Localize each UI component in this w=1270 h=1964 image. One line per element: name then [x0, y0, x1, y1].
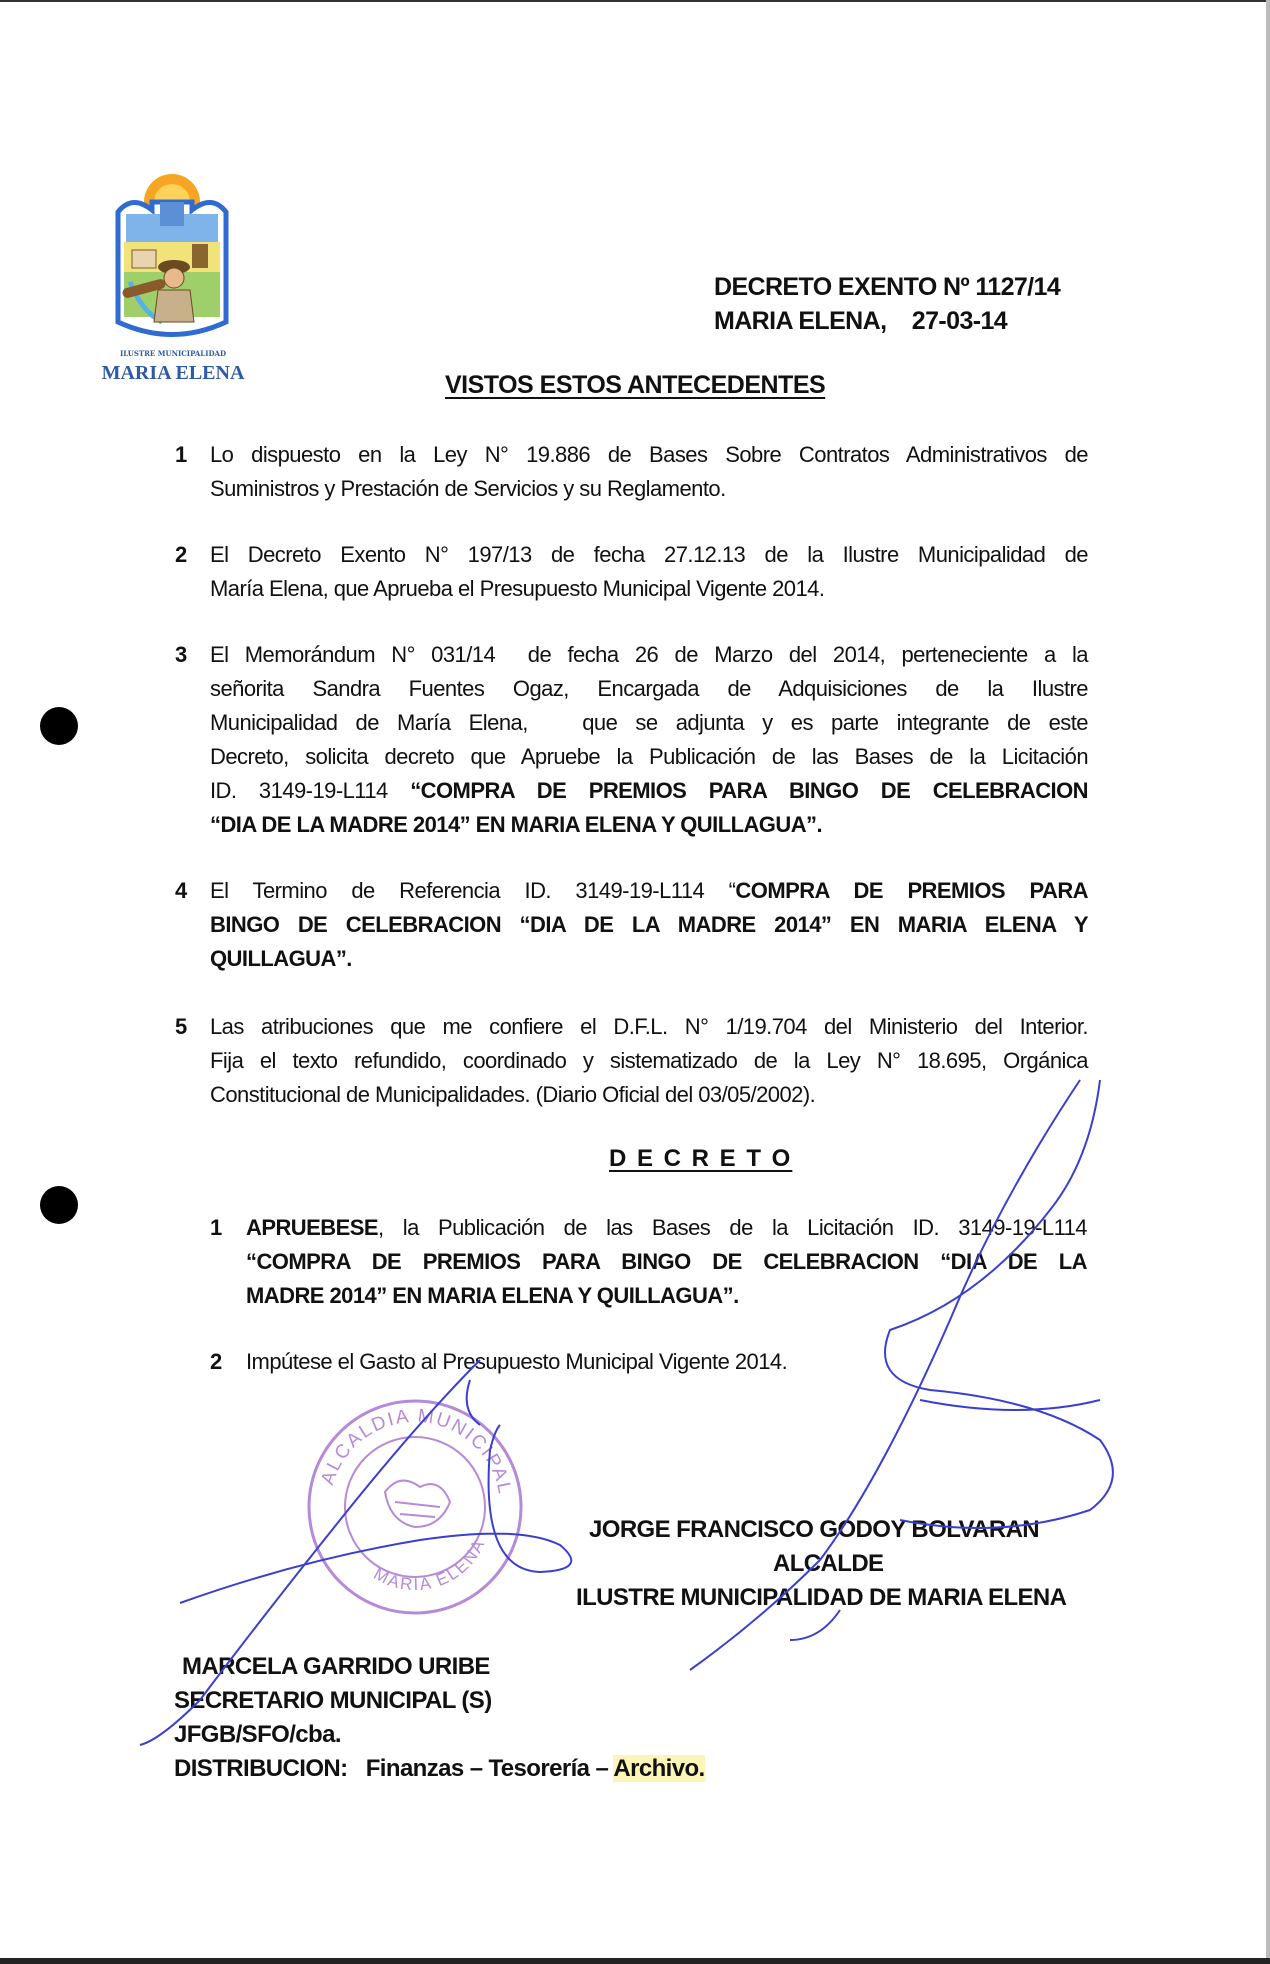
distribution-label: DISTRIBUCION:: [174, 1755, 348, 1782]
scan-edge-top: [0, 0, 1270, 2]
stamp-bottom-text: MARIA ELENA: [370, 1535, 489, 1595]
municipal-logo: [112, 172, 232, 347]
decree-header: [714, 270, 1060, 338]
text-line: [246, 1211, 1087, 1245]
text: Suministros y Prestación de Servicios y su Reglamento.: [210, 476, 726, 501]
item-text: [246, 1211, 1087, 1313]
text: El Decreto Exento N° 197/13 de fecha 27.12.13 de la Ilustre Municipalidad de: [210, 542, 1088, 567]
secretary-title: SECRETARIO MUNICIPAL (S): [174, 1687, 492, 1714]
punch-hole: [40, 707, 78, 745]
bold-text: BINGO DE CELEBRACION “DIA DE LA MADRE 2014” EN MARIA ELENA Y: [210, 912, 1088, 937]
distribution: [174, 1752, 705, 1786]
text-line: [246, 1345, 1087, 1379]
text: Municipalidad de María Elena, que se adjunta y es parte integrante de este: [210, 710, 1088, 735]
item-text: [246, 1345, 1087, 1379]
item-number: 2: [175, 542, 188, 567]
text: Lo dispuesto en la Ley N° 19.886 de Bases Sobre Contratos Administrativos de: [210, 442, 1088, 467]
text-line: [210, 438, 1088, 472]
text-line: [210, 706, 1088, 740]
bold-text: COMPRA DE PREMIOS PARA: [735, 878, 1088, 903]
text-line: [210, 1010, 1088, 1044]
scan-edge-bottom: [0, 1958, 1270, 1964]
text-line: [210, 942, 1088, 976]
item-number: 5: [175, 1014, 188, 1039]
item-number: 1: [210, 1215, 223, 1240]
text: Las atribuciones que me confiere el D.F.L. N° 1/19.704 del Ministerio del Interior.: [210, 1014, 1088, 1039]
text-line: [246, 1245, 1087, 1279]
distribution-highlight: Archivo.: [613, 1755, 705, 1782]
text-line: [210, 874, 1088, 908]
bold-text: MADRE 2014” EN MARIA ELENA Y QUILLAGUA”.: [246, 1283, 739, 1308]
item-number: 3: [175, 642, 188, 667]
item-text: [210, 638, 1088, 842]
item-text: [210, 874, 1088, 976]
text: señorita Sandra Fuentes Ogaz, Encargada de Adquisiciones de la Ilustre: [210, 676, 1088, 701]
municipal-stamp: [300, 1392, 530, 1627]
mayor-title: ALCALDE: [773, 1550, 884, 1577]
secretary-name: MARCELA GARRIDO URIBE: [182, 1653, 490, 1680]
text: ID. 3149-19-L114: [210, 778, 411, 803]
text-line: [210, 538, 1088, 572]
text-line: [210, 572, 1088, 606]
bold-text: “DIA DE LA MADRE 2014” EN MARIA ELENA Y QUILLAGUA”.: [210, 812, 823, 837]
text-line: [210, 638, 1088, 672]
item-text: [210, 538, 1088, 606]
text-line: [210, 740, 1088, 774]
svg-text:MARIA ELENA: [370, 1535, 489, 1594]
text: Decreto, solicita decreto que Apruebe la Publicación de las Bases de la Licitación: [210, 744, 1088, 769]
place-date: MARIA ELENA, 27-03-14: [714, 307, 1008, 335]
text-line: [210, 1078, 1088, 1112]
bold-text: QUILLAGUA”.: [210, 946, 352, 971]
text: Constitucional de Municipalidades. (Diario Oficial del 03/05/2002).: [210, 1082, 816, 1107]
bold-text: “COMPRA DE PREMIOS PARA BINGO DE CELEBRACION: [410, 778, 1088, 803]
item-number: 2: [210, 1349, 223, 1374]
text-line: [246, 1279, 1087, 1313]
stamp-emblem-icon: [385, 1481, 450, 1527]
text: Impútese el Gasto al Presupuesto Municipal Vigente 2014.: [246, 1349, 788, 1374]
vistos-heading: VISTOS ESTOS ANTECEDENTES: [445, 371, 826, 399]
text: , la Publicación de las Bases de la Licitación ID. 3149-19-L114: [377, 1215, 1087, 1240]
logo-subtitle: ILUSTRE MUNICIPALIDAD: [119, 349, 227, 358]
text-line: [210, 472, 1088, 506]
stamp-top-text: ALCALDIA MUNICIPAL: [317, 1405, 516, 1498]
text: Fija el texto refundido, coordinado y sistematizado de la Ley N° 18.695, Orgánica: [210, 1048, 1088, 1073]
mayor-name: JORGE FRANCISCO GODOY BOLVARAN: [589, 1516, 1040, 1543]
punch-hole: [40, 1186, 78, 1224]
initials: JFGB/SFO/cba.: [174, 1721, 341, 1748]
mayor-organization: ILUSTRE MUNICIPALIDAD DE MARIA ELENA: [576, 1584, 1067, 1611]
text: El Termino de Referencia ID. 3149-19-L114 “: [210, 878, 736, 903]
text-line: [210, 1044, 1088, 1078]
text: María Elena, que Aprueba el Presupuesto Municipal Vigente 2014.: [210, 576, 825, 601]
decreto-heading: D E C R E T O: [609, 1145, 793, 1172]
decree-number: DECRETO EXENTO Nº 1127/14: [714, 273, 1061, 301]
text-line: [210, 808, 1088, 842]
scan-edge-right: [1266, 0, 1270, 1964]
text-line: [210, 908, 1088, 942]
bold-text: APRUEBESE: [246, 1215, 378, 1240]
bold-text: “COMPRA DE PREMIOS PARA BINGO DE CELEBRACION “DIA DE LA: [246, 1249, 1087, 1274]
item-number: 4: [175, 878, 188, 903]
item-text: [210, 438, 1088, 506]
logo-title: MARIA ELENA: [101, 362, 245, 384]
distribution-list: Finanzas – Tesorería –: [365, 1755, 614, 1782]
text: El Memorándum N° 031/14 de fecha 26 de Marzo del 2014, perteneciente a la: [210, 642, 1088, 667]
text-line: [210, 672, 1088, 706]
item-text: [210, 1010, 1088, 1112]
text-line: [210, 774, 1088, 808]
item-number: 1: [175, 442, 188, 467]
